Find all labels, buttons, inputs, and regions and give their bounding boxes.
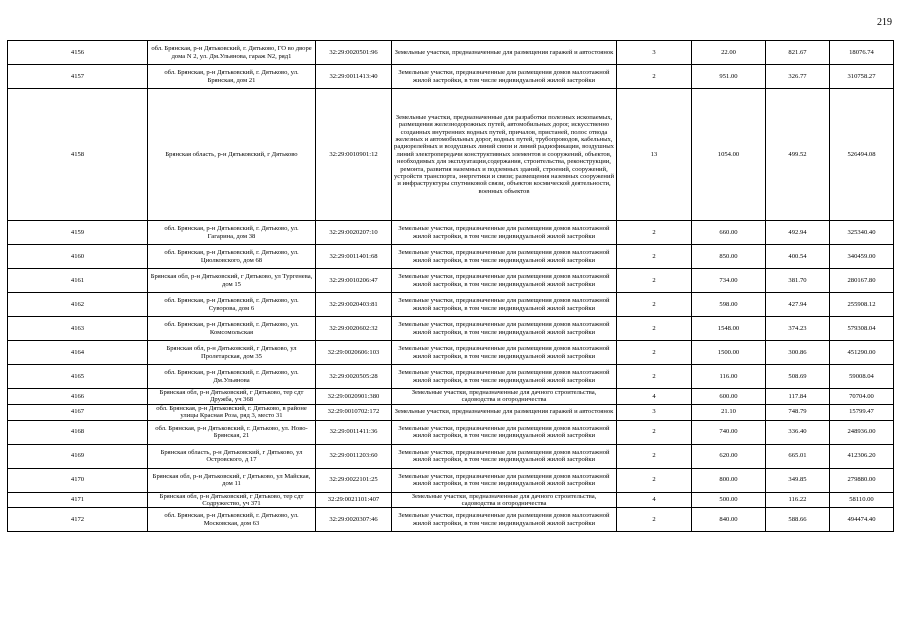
group-cell: 2	[617, 221, 692, 245]
land-use-cell: Земельные участки, предназначенные для размещения домов малоэтажной жилой застройки, в том числе индивидуальной жилой застройки	[392, 221, 617, 245]
land-use-cell: Земельные участки, предназначенные для размещения домов малоэтажной жилой застройки, в том числе индивидуальной жилой застройки	[392, 468, 617, 492]
specific-value-cell: 349.85	[766, 468, 830, 492]
specific-value-cell: 326.77	[766, 65, 830, 89]
cadastral-number-cell: 32:29:0020501:96	[316, 41, 392, 65]
cadastral-value-cell: 280167.80	[830, 269, 894, 293]
specific-value-cell: 336.40	[766, 420, 830, 444]
cadastral-number-cell: 32:29:0021101:407	[316, 492, 392, 508]
specific-value-cell: 499.52	[766, 89, 830, 221]
group-cell: 2	[617, 444, 692, 468]
group-cell: 2	[617, 65, 692, 89]
land-use-cell: Земельные участки, предназначенные для размещения домов малоэтажной жилой застройки, в том числе индивидуальной жилой застройки	[392, 444, 617, 468]
table-row	[8, 269, 894, 293]
land-use-cell: Земельные участки, предназначенные для размещения гаражей и автостоянок	[392, 404, 617, 420]
specific-value-cell: 116.22	[766, 492, 830, 508]
cadastral-number-cell: 32:29:0010901:12	[316, 89, 392, 221]
address-cell: обл. Брянская, р-н Дятьковский, г. Дятьково, ул. Циолковского, дом 68	[148, 245, 316, 269]
address-cell: Брянская область, р-н Дятьковский, г Дятьково, ул Островского, д 17	[148, 444, 316, 468]
table-row	[8, 221, 894, 245]
cadastral-number-cell: 32:29:0010702:172	[316, 404, 392, 420]
address-cell: Брянская обл, р-н Дятьковский, г Дятьково, ул Пролетарская, дом 35	[148, 341, 316, 365]
address-cell: обл. Брянская, р-н Дятьковский, г. Дятьково, ул. Дм.Ульянова	[148, 365, 316, 389]
land-use-cell: Земельные участки, предназначенные для размещения гаражей и автостоянок	[392, 41, 617, 65]
group-cell: 2	[617, 365, 692, 389]
cadastral-value-cell: 248936.00	[830, 420, 894, 444]
cadastral-number-cell: 32:29:0020505:28	[316, 365, 392, 389]
specific-value-cell: 381.70	[766, 269, 830, 293]
land-use-cell: Земельные участки, предназначенные для размещения домов малоэтажной жилой застройки, в том числе индивидуальной жилой застройки	[392, 65, 617, 89]
cadastral-value-cell: 18076.74	[830, 41, 894, 65]
cadastral-value-cell: 59008.04	[830, 365, 894, 389]
table-row	[8, 41, 894, 65]
cadastral-number-cell: 32:29:0020403:81	[316, 293, 392, 317]
address-cell: обл. Брянская, р-н Дятьковский, г. Дятьково, ГО во дворе дома N 2, ул. Дм.Ульянова, гараж N2, ряд1	[148, 41, 316, 65]
area-cell: 116.00	[692, 365, 766, 389]
row-number-cell: 4168	[8, 420, 148, 444]
group-cell: 2	[617, 269, 692, 293]
table-row	[8, 245, 894, 269]
land-use-cell: Земельные участки, предназначенные для размещения домов малоэтажной жилой застройки, в том числе индивидуальной жилой застройки	[392, 420, 617, 444]
row-number-cell: 4166	[8, 389, 148, 405]
address-cell: обл. Брянская, р-н Дятьковский, г. Дятьково, ул. Ново-Брянская, 21	[148, 420, 316, 444]
cadastral-number-cell: 32:29:0011411:36	[316, 420, 392, 444]
row-number-cell: 4169	[8, 444, 148, 468]
land-use-cell: Земельные участки, предназначенные для размещения домов малоэтажной жилой застройки, в том числе индивидуальной жилой застройки	[392, 508, 617, 532]
land-use-cell: Земельные участки, предназначенные для размещения домов малоэтажной жилой застройки, в том числе индивидуальной жилой застройки	[392, 293, 617, 317]
table-row	[8, 341, 894, 365]
cadastral-number-cell: 32:29:0020901:380	[316, 389, 392, 405]
specific-value-cell: 427.94	[766, 293, 830, 317]
cadastral-number-cell: 32:29:0020307:46	[316, 508, 392, 532]
address-cell: обл. Брянская, р-н Дятьковский, г. Дятьково, ул. Комсомольская	[148, 317, 316, 341]
table-row	[8, 404, 894, 420]
address-cell: обл. Брянская, р-н Дятьковский, г. Дятьково, ул. Брянская, дом 21	[148, 65, 316, 89]
cadastral-value-cell: 412306.20	[830, 444, 894, 468]
specific-value-cell: 588.66	[766, 508, 830, 532]
address-cell: Брянская обл, р-н Дятьковский, г Дятьково, ул Тургенева, дом 15	[148, 269, 316, 293]
group-cell: 13	[617, 89, 692, 221]
cadastral-value-cell: 325340.40	[830, 221, 894, 245]
specific-value-cell: 821.67	[766, 41, 830, 65]
table-row	[8, 508, 894, 532]
cadastral-value-cell: 494474.40	[830, 508, 894, 532]
area-cell: 22.00	[692, 41, 766, 65]
area-cell: 850.00	[692, 245, 766, 269]
table-body	[8, 41, 894, 532]
group-cell: 2	[617, 317, 692, 341]
address-cell: Брянская обл, р-н Дятьковский, г Дятьково, тер сдт Дружба, уч 368	[148, 389, 316, 405]
area-cell: 740.00	[692, 420, 766, 444]
land-use-cell: Земельные участки, предназначенные для размещения домов малоэтажной жилой застройки, в том числе индивидуальной жилой застройки	[392, 269, 617, 293]
table-row	[8, 468, 894, 492]
specific-value-cell: 492.94	[766, 221, 830, 245]
row-number-cell: 4165	[8, 365, 148, 389]
specific-value-cell: 117.84	[766, 389, 830, 405]
land-use-cell: Земельные участки, предназначенные для дачного строительства, садоводства и огородничества	[392, 389, 617, 405]
cadastral-number-cell: 32:29:0011203:60	[316, 444, 392, 468]
specific-value-cell: 665.01	[766, 444, 830, 468]
group-cell: 2	[617, 468, 692, 492]
table-row	[8, 65, 894, 89]
row-number-cell: 4161	[8, 269, 148, 293]
row-number-cell: 4172	[8, 508, 148, 532]
table-row	[8, 317, 894, 341]
area-cell: 800.00	[692, 468, 766, 492]
row-number-cell: 4156	[8, 41, 148, 65]
specific-value-cell: 748.79	[766, 404, 830, 420]
row-number-cell: 4171	[8, 492, 148, 508]
cadastral-number-cell: 32:29:0020207:10	[316, 221, 392, 245]
specific-value-cell: 300.86	[766, 341, 830, 365]
area-cell: 620.00	[692, 444, 766, 468]
area-cell: 1054.00	[692, 89, 766, 221]
row-number-cell: 4157	[8, 65, 148, 89]
cadastral-number-cell: 32:29:0022101:25	[316, 468, 392, 492]
table-row	[8, 365, 894, 389]
address-cell: обл. Брянская, р-н Дятьковский, г. Дятьково, в районе улицы Красная Роза, ряд 3, место 31	[148, 404, 316, 420]
area-cell: 734.00	[692, 269, 766, 293]
area-cell: 598.00	[692, 293, 766, 317]
cadastral-number-cell: 32:29:0020602:32	[316, 317, 392, 341]
group-cell: 2	[617, 420, 692, 444]
row-number-cell: 4164	[8, 341, 148, 365]
land-use-cell: Земельные участки, предназначенные для размещения домов малоэтажной жилой застройки, в том числе индивидуальной жилой застройки	[392, 341, 617, 365]
cadastral-number-cell: 32:29:0010206:47	[316, 269, 392, 293]
specific-value-cell: 508.69	[766, 365, 830, 389]
group-cell: 2	[617, 293, 692, 317]
area-cell: 21.10	[692, 404, 766, 420]
area-cell: 1548.00	[692, 317, 766, 341]
group-cell: 2	[617, 508, 692, 532]
cadastral-value-cell: 310758.27	[830, 65, 894, 89]
cadastral-value-cell: 579308.04	[830, 317, 894, 341]
table-row	[8, 89, 894, 221]
area-cell: 600.00	[692, 389, 766, 405]
cadastral-value-cell: 70704.00	[830, 389, 894, 405]
land-use-cell: Земельные участки, предназначенные для размещения домов малоэтажной жилой застройки, в том числе индивидуальной жилой застройки	[392, 317, 617, 341]
cadastral-number-cell: 32:29:0011401:68	[316, 245, 392, 269]
row-number-cell: 4162	[8, 293, 148, 317]
cadastral-value-cell: 255908.12	[830, 293, 894, 317]
specific-value-cell: 400.54	[766, 245, 830, 269]
row-number-cell: 4159	[8, 221, 148, 245]
address-cell: Брянская обл, р-н Дятьковский, г Дятьково, тер сдт Содружество, уч 371	[148, 492, 316, 508]
area-cell: 1500.00	[692, 341, 766, 365]
cadastral-value-cell: 340459.00	[830, 245, 894, 269]
area-cell: 840.00	[692, 508, 766, 532]
address-cell: Брянская область, р-н Дятьковский, г Дятьково	[148, 89, 316, 221]
land-use-cell: Земельные участки, предназначенные для размещения домов малоэтажной жилой застройки, в том числе индивидуальной жилой застройки	[392, 365, 617, 389]
group-cell: 4	[617, 389, 692, 405]
table-row	[8, 492, 894, 508]
row-number-cell: 4163	[8, 317, 148, 341]
table-row	[8, 444, 894, 468]
cadastral-value-cell: 279880.00	[830, 468, 894, 492]
land-use-cell: Земельные участки, предназначенные для разработки полезных ископаемых, размещения железнодорожных путей, автомобильных дорог, искусственно созданных внутренних водных путей, причалов, пристаней, полос отвода железных и автомобильных дорог, водных путей, трубопроводов, кабельных, радиорелейных и воздушных линий связи и линий радиофикации, воздушных линий электропередачи конструктивных элементов и сооружений, объектов, необходимых для эксплуатации,содержания, строительства, реконструкции, ремонта, развития наземных и подземных зданий, строений, сооружений, устройств транспорта, энергетики и связи; размещения наземных сооружений и инфраструктуры спутниковой связи, объектов космической деятельности, военных объектов	[392, 89, 617, 221]
row-number-cell: 4167	[8, 404, 148, 420]
group-cell: 3	[617, 41, 692, 65]
area-cell: 500.00	[692, 492, 766, 508]
area-cell: 951.00	[692, 65, 766, 89]
land-use-cell: Земельные участки, предназначенные для дачного строительства, садоводства и огородничества	[392, 492, 617, 508]
cadastral-number-cell: 32:29:0020606:103	[316, 341, 392, 365]
cadastral-value-cell: 15799.47	[830, 404, 894, 420]
cadastral-number-cell: 32:29:0011413:40	[316, 65, 392, 89]
cadastral-value-cell: 58110.00	[830, 492, 894, 508]
group-cell: 2	[617, 341, 692, 365]
address-cell: обл. Брянская, р-н Дятьковский, г. Дятьково, ул. Гагарина, дом 38	[148, 221, 316, 245]
table-row	[8, 420, 894, 444]
row-number-cell: 4170	[8, 468, 148, 492]
address-cell: обл. Брянская, р-н Дятьковский, г. Дятьково, ул. Суворова, дом 6	[148, 293, 316, 317]
group-cell: 4	[617, 492, 692, 508]
cadastral-value-table	[7, 40, 894, 532]
page-number: 219	[877, 17, 892, 28]
address-cell: обл. Брянская, р-н Дятьковский, г. Дятьково, ул. Московская, дом 63	[148, 508, 316, 532]
specific-value-cell: 374.23	[766, 317, 830, 341]
row-number-cell: 4160	[8, 245, 148, 269]
group-cell: 3	[617, 404, 692, 420]
row-number-cell: 4158	[8, 89, 148, 221]
group-cell: 2	[617, 245, 692, 269]
land-use-cell: Земельные участки, предназначенные для размещения домов малоэтажной жилой застройки, в том числе индивидуальной жилой застройки	[392, 245, 617, 269]
address-cell: Брянская обл, р-н Дятьковский, г Дятьково, ул Майская, дом 11	[148, 468, 316, 492]
table-row	[8, 389, 894, 405]
area-cell: 660.00	[692, 221, 766, 245]
table-row	[8, 293, 894, 317]
cadastral-value-cell: 451290.00	[830, 341, 894, 365]
cadastral-value-cell: 526494.08	[830, 89, 894, 221]
